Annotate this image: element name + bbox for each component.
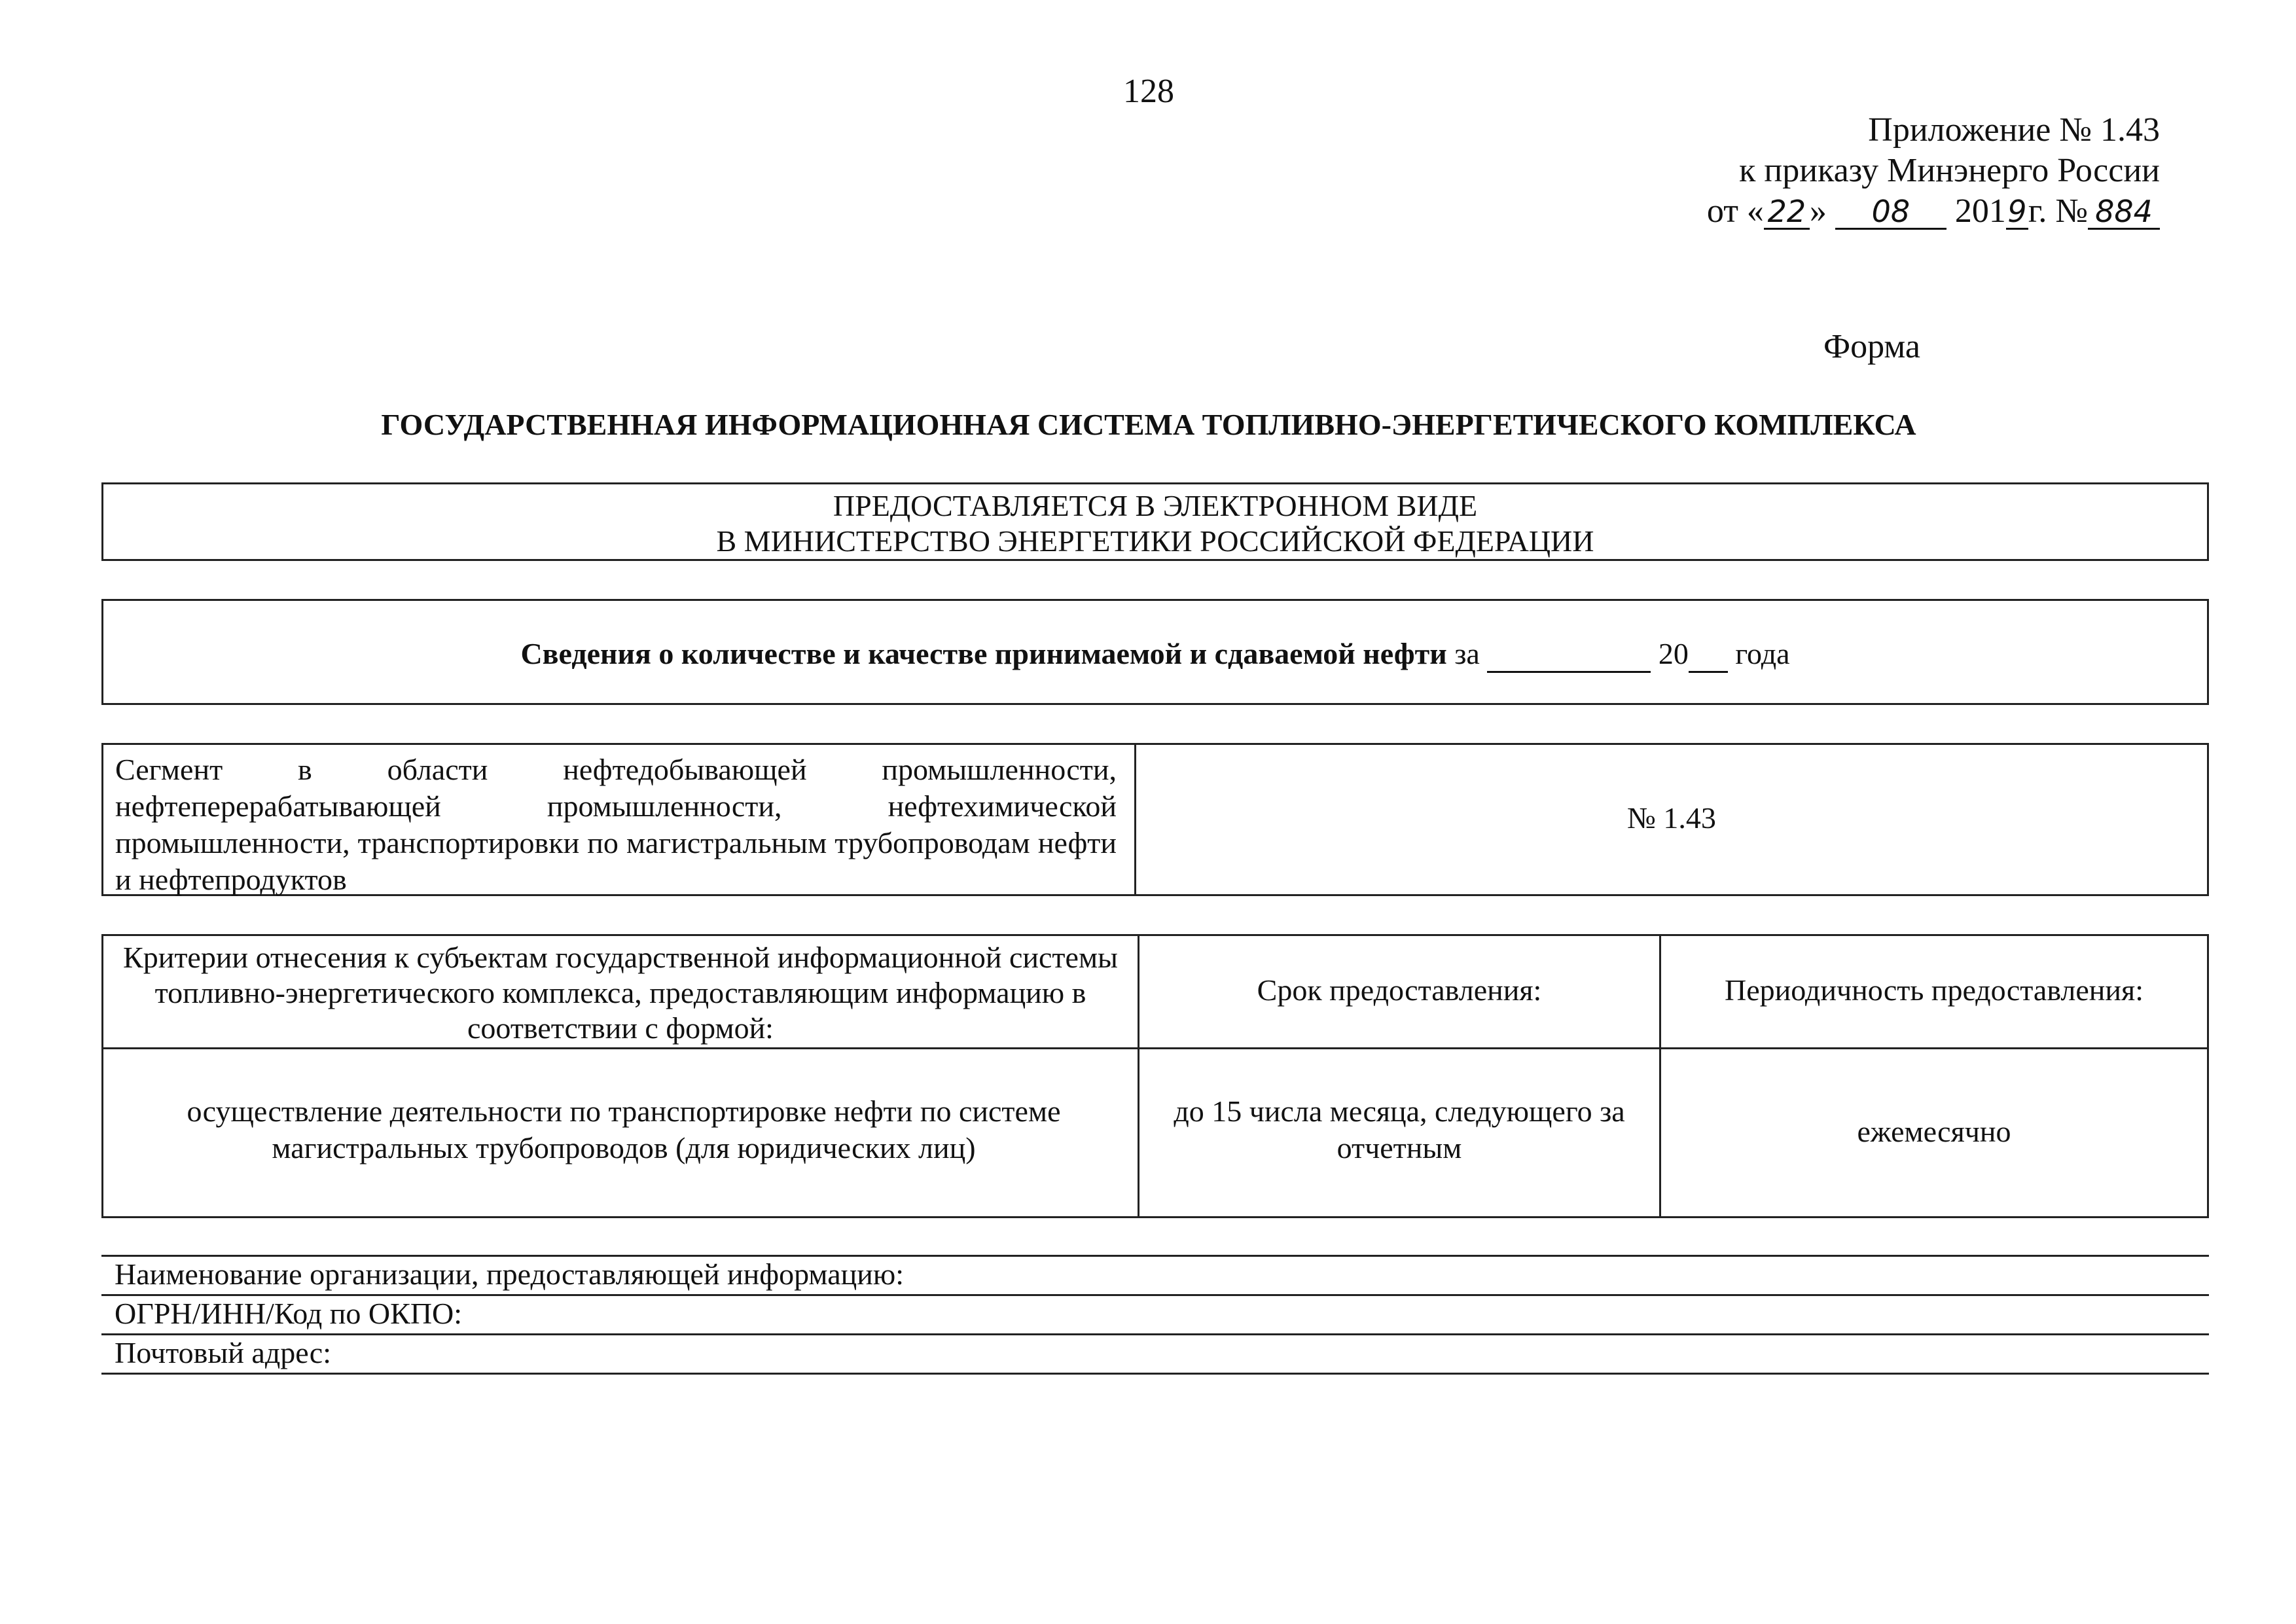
segment-description: Сегмент в области нефтедобывающей промышленности, нефтеперерабатывающей промышленности, нефтехимической промышленности, транспортировки по магистральным трубопроводам нефти и нефтепродуктов	[115, 753, 1117, 896]
org-name-label: Наименование организации, предоставляющей информацию:	[115, 1257, 904, 1291]
criteria-header-divider	[103, 1047, 2207, 1049]
submission-line-1: ПРЕДОСТАВЛЯЕТСЯ В ЭЛЕКТРОННОМ ВИДЕ	[833, 489, 1478, 522]
report-year-prefix: 20	[1651, 637, 1689, 670]
handwritten-month: 08	[1835, 195, 1946, 230]
period-blank[interactable]	[1487, 636, 1651, 673]
criteria-cell: осуществление деятельности по транспортировке нефти по системе магистральных трубопроводов (для юридических лиц)	[187, 1094, 1061, 1164]
system-title: ГОСУДАРСТВЕННАЯ ИНФОРМАЦИОННАЯ СИСТЕМА ТОПЛИВНО-ЭНЕРГЕТИЧЕСКОГО КОМПЛЕКСА	[381, 408, 1916, 441]
from-prefix: от «	[1706, 192, 1764, 230]
handwritten-order-number: 884	[2088, 195, 2160, 230]
criteria-header: Критерии отнесения к субъектам государственной информационной системы топливно-энергетического комплекса, предоставляющим информацию в соответствии с формой:	[123, 941, 1118, 1045]
report-title-box	[101, 599, 2209, 705]
periodicity-header: Периодичность предоставления:	[1725, 973, 2144, 1007]
org-address-label: Почтовый адрес:	[115, 1336, 331, 1369]
appendix-number: Приложение № 1.43	[1868, 111, 2160, 149]
form-label: Форма	[1823, 328, 1920, 365]
report-title: Сведения о количестве и качестве принимаемой и сдаваемой нефти	[520, 637, 1447, 670]
report-year-suffix: года	[1727, 637, 1790, 670]
order-prefix: г. №	[2028, 192, 2088, 230]
year-blank[interactable]	[1689, 636, 1728, 673]
appendix-date-line	[1571, 191, 2160, 232]
submission-line-2: В МИНИСТЕРСТВО ЭНЕРГЕТИКИ РОССИЙСКОЙ ФЕДЕРАЦИИ	[716, 524, 1594, 558]
periodicity-cell: ежемесячно	[1857, 1115, 2011, 1148]
report-for: за	[1446, 637, 1488, 670]
appendix-header	[1571, 110, 2160, 232]
page-number: 128	[1123, 73, 1174, 110]
submission-box	[101, 482, 2209, 561]
handwritten-day: 22	[1764, 195, 1810, 230]
year-prefix: 201	[1954, 192, 2006, 230]
criteria-table	[101, 934, 2209, 1218]
segment-table	[101, 743, 2209, 896]
deadline-header: Срок предоставления:	[1257, 973, 1542, 1007]
day-suffix: »	[1809, 192, 1827, 230]
org-address-rule[interactable]	[101, 1373, 2209, 1375]
form-number: № 1.43	[1627, 801, 1716, 835]
appendix-order-ref: к приказу Минэнерго России	[1739, 152, 2160, 189]
org-ids-rule[interactable]	[101, 1333, 2209, 1335]
handwritten-year-digit: 9	[2006, 195, 2028, 230]
deadline-cell: до 15 числа месяца, следующего за отчетным	[1174, 1094, 1625, 1164]
org-ids-label: ОГРН/ИНН/Код по ОКПО:	[115, 1297, 463, 1330]
